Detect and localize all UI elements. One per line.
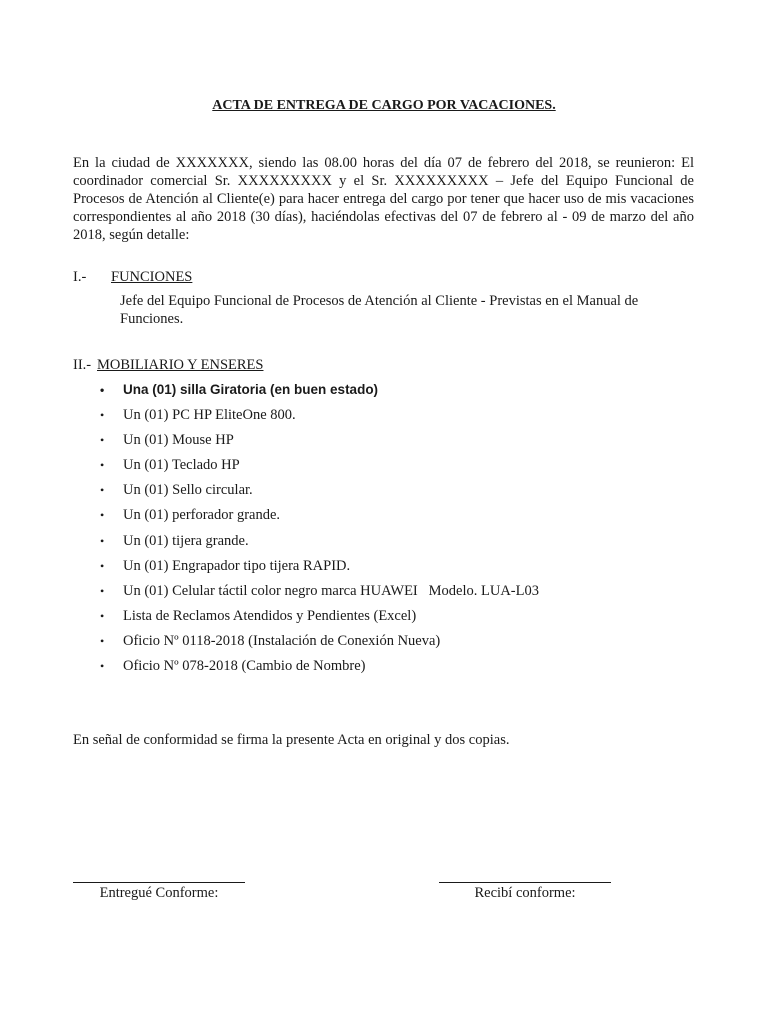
bullet-icon: • xyxy=(100,408,105,423)
list-item xyxy=(100,656,660,681)
list-item-text: Un (01) tijera grande. xyxy=(123,532,249,549)
closing-paragraph: En señal de conformidad se firma la presente Acta en original y dos copias. xyxy=(73,732,510,748)
list-item xyxy=(100,430,660,455)
bullet-icon: • xyxy=(100,458,105,473)
signature-block-right xyxy=(439,882,611,902)
bullet-icon: • xyxy=(100,508,105,523)
bullet-icon: • xyxy=(100,558,105,573)
signature-label: Entregué Conforme: xyxy=(99,885,219,901)
list-item-text: Un (01) Sello circular. xyxy=(123,482,253,499)
bullet-icon: • xyxy=(100,633,105,648)
list-item-text: Oficio Nº 078-2018 (Cambio de Nombre) xyxy=(123,658,366,675)
list-item-text: Oficio Nº 0118-2018 (Instalación de Conexión Nueva) xyxy=(123,632,441,649)
bullet-icon: • xyxy=(100,583,105,598)
list-item-text: Un (01) Celular táctil color negro marca HUAWEI Modelo. LUA-L03 xyxy=(123,582,539,599)
section-funciones-heading xyxy=(73,268,192,286)
section-heading: MOBILIARIO Y ENSERES xyxy=(97,357,264,373)
section-funciones-text: Jefe del Equipo Funcional de Procesos de Atención al Cliente - Previstas en el Manual de Funciones. xyxy=(120,293,639,327)
bullet-icon: • xyxy=(100,433,105,448)
bullet-icon: • xyxy=(100,483,105,498)
list-item xyxy=(100,606,660,631)
signature-label: Recibí conforme: xyxy=(474,885,576,901)
inventory-list xyxy=(100,380,660,681)
bullet-icon: • xyxy=(100,608,105,623)
list-item xyxy=(100,405,660,430)
bullet-icon: • xyxy=(100,659,105,674)
list-item xyxy=(100,556,660,581)
bullet-icon: • xyxy=(100,533,105,548)
section-heading: FUNCIONES xyxy=(111,269,193,285)
bullet-icon: • xyxy=(100,383,105,397)
section-number: II.- xyxy=(73,357,92,373)
list-item xyxy=(100,631,660,656)
list-item xyxy=(100,380,660,405)
list-item xyxy=(100,480,660,505)
intro-paragraph: En la ciudad de XXXXXXX, siendo las 08.00 horas del día 07 de febrero del 2018, se reunieron: El coordinador comercial Sr. XXXXXXXXX y el Sr. XXXXXXXXX – Jefe del Equipo Funcional de Procesos de Atención al Cliente(e) para hacer entrega del cargo por tener que hacer uso de mis vacaciones correspondientes al año 2018 (30 días), haciéndolas efectivas del 07 de febrero al - 09 de marzo del año 2018, según detalle: xyxy=(73,155,694,243)
signature-block-left xyxy=(73,882,245,902)
signature-line xyxy=(439,882,611,883)
document-title: ACTA DE ENTREGA DE CARGO POR VACACIONES. xyxy=(212,98,556,113)
list-item xyxy=(100,581,660,606)
signature-line xyxy=(73,882,245,883)
list-item-text: Un (01) PC HP EliteOne 800. xyxy=(123,407,296,424)
list-item-text: Un (01) Mouse HP xyxy=(123,432,234,449)
list-item-text: Una (01) silla Giratoria (en buen estado) xyxy=(123,382,379,397)
section-mobiliario-heading xyxy=(73,356,263,374)
list-item xyxy=(100,455,660,480)
list-item xyxy=(100,505,660,530)
section-number: I.- xyxy=(73,269,87,285)
list-item-text: Un (01) Engrapador tipo tijera RAPID. xyxy=(123,557,351,574)
list-item xyxy=(100,531,660,556)
list-item-text: Lista de Reclamos Atendidos y Pendientes (Excel) xyxy=(123,607,417,624)
list-item-text: Un (01) Teclado HP xyxy=(123,457,240,474)
list-item-text: Un (01) perforador grande. xyxy=(123,507,281,524)
